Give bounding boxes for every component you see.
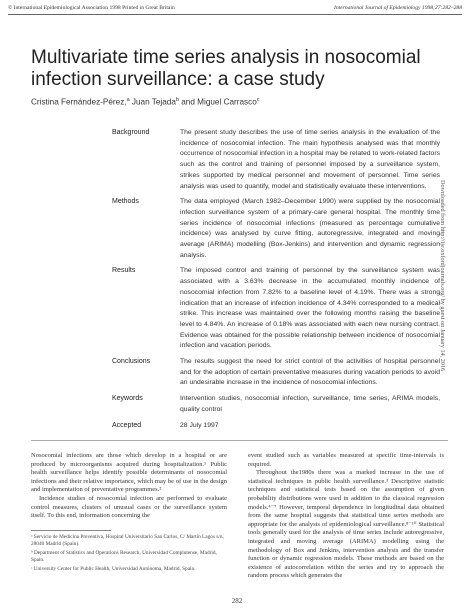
section-label: Conclusions xyxy=(112,358,151,366)
abstract-section-results xyxy=(112,266,440,352)
section-text: The present study describes the use of time series analysis in the evaluation of the incidence of nosocomial infection. The main hypothesis analysed was that monthly occurrence of nosocomial infection in a hospital may be related to work-related factors such as the control and training of personnel imposed by a surveillance system, strikes supported by medical personnel and movement of personnel. Time series analysis was used to quantify, model and statistically evaluate these interventions. xyxy=(180,129,440,190)
footnote: ᵇ Department of Statistics and Operations Research, Universidad Complutense, Madrid, Spain. xyxy=(31,550,217,563)
body-paragraph: Incidence studies of nosocomial infection are performed to evaluate control measures, clusters of unusual cases or the surveillance system itself. To this end, information concerning the xyxy=(31,494,227,520)
author-name: and Miguel Carrasco xyxy=(178,97,257,107)
section-label: Keywords xyxy=(112,395,143,403)
section-text: The results suggest the need for strict control of the activities of hospital personnel and for the adoption of certain preventative measures during vacation periods to avoid an undesirable increase in the incidence of nosocomial infections. xyxy=(180,358,440,387)
abstract-section-conclusions xyxy=(112,357,440,389)
body-divider xyxy=(31,440,448,441)
abstract-section-background xyxy=(112,128,440,192)
footnote: ᵃ Servicio de Medicina Preventiva, Hospital Universitario San Carlos, C/ Martín Lagos s/n, 28040 Madrid (Spain). xyxy=(31,534,224,547)
section-label: Methods xyxy=(112,198,139,206)
affiliation-footnotes xyxy=(31,534,227,575)
footnote: ᶜ University Center for Public Health, Universidad Autónoma, Madrid, Spain. xyxy=(31,566,196,572)
footnote-divider xyxy=(31,530,111,531)
page-number: 282 xyxy=(231,597,243,605)
section-label: Background xyxy=(112,129,150,136)
download-watermark-text: Downloaded from http://ije.oxfordjournals.org/ by guest on January 14, 2016 xyxy=(439,180,446,372)
body-paragraph: Throughout the1980s there was a marked increase in the use of statistical techniques in public health surveillance.³ Descriptive statistic techniques and statistical tests based on the assumption of given probability distributions were used in addition to the classical regression models.⁴⁻⁷ However, temporal dependence in longitudinal data obtained from the same hospital suggests that statistical time series methods are appropriate for the analysis of epidemiological surveillance.⁸⁻¹⁰ Statistical tools generally used for the analysis of time series include autoregressive, integrated and moving average (ARIMA) modelling using the methodology of Box and Jenkins, intervention analysis and the transfer function or dynamic regression models. These methods are based on the existence of autocorrelation within the series and try to approach the random process which generates the xyxy=(248,469,444,580)
section-label: Accepted xyxy=(112,421,142,429)
abstract-section-accepted xyxy=(112,421,440,432)
structured-abstract xyxy=(112,128,440,436)
article-title: Multivariate time series analysis in nosocomial infection surveillance: a case study xyxy=(31,47,421,90)
section-text: 28 July 1997 xyxy=(180,421,219,429)
header-divider xyxy=(8,14,462,15)
body-column-left xyxy=(31,452,227,521)
section-text: The imposed control and training of personnel by the surveillance system was associated with a 3.63% decrease in the accumulated monthly incidence of nosocomial infection from 7.82% to a baseline level of 4.19%. There was a strong indication that an increase of infection incidence of 4.34% corresponded to a medical strike. This increase was maintained over the following months raising the baseline level to 4.84%. An increase of 0.18% was associated with each new nursing contract. Evidence was obtained for the possible relationship between incidence of nosocomial infection and vacation periods. xyxy=(180,267,440,350)
affiliation-mark: b xyxy=(175,97,179,103)
affiliation-mark: a xyxy=(126,97,130,103)
abstract-section-methods xyxy=(112,197,440,261)
body-column-right xyxy=(248,452,444,581)
body-paragraph: Nosocomial infections are those which develop in a hospital or are produced by microorganisms acquired during hospitalization.¹ Public health surveillance helps identify possible determinants of nosocomial infections and their relative importance, which may be of use in the design and implementation of preventative programmes.² xyxy=(31,452,227,494)
running-header-left: © International Epidemiological Association 1998 Printed in Great Britain xyxy=(8,5,175,11)
running-header-right: International Journal of Epidemiology 1998;27:282–288 xyxy=(333,5,462,11)
section-label: Results xyxy=(112,267,136,275)
body-paragraph: event studied such as variables measured at specific time-intervals is required. xyxy=(248,452,444,468)
author-line xyxy=(31,97,260,107)
author-name: Cristina Fernández-Pérez, xyxy=(31,97,127,107)
abstract-section-keywords xyxy=(112,394,440,415)
affiliation-mark: c xyxy=(256,97,260,103)
author-name: Juan Tejada xyxy=(129,97,176,107)
section-text: Intervention studies, nosocomial infection, surveillance, time series, ARIMA models, quality control xyxy=(180,395,440,413)
section-text: The data employed (March 1982–December 1990) were supplied by the nosocomial infection surveillance system of a primary-care general hospital. The monthly time series incidence of nosocomial infections (measured as percentage cumulative incidence) was analysed by curve fitting, autoregressive, integrated and moving average (ARIMA) modelling (Box-Jenkins) and intervention and dynamic regression analysis. xyxy=(180,198,440,259)
